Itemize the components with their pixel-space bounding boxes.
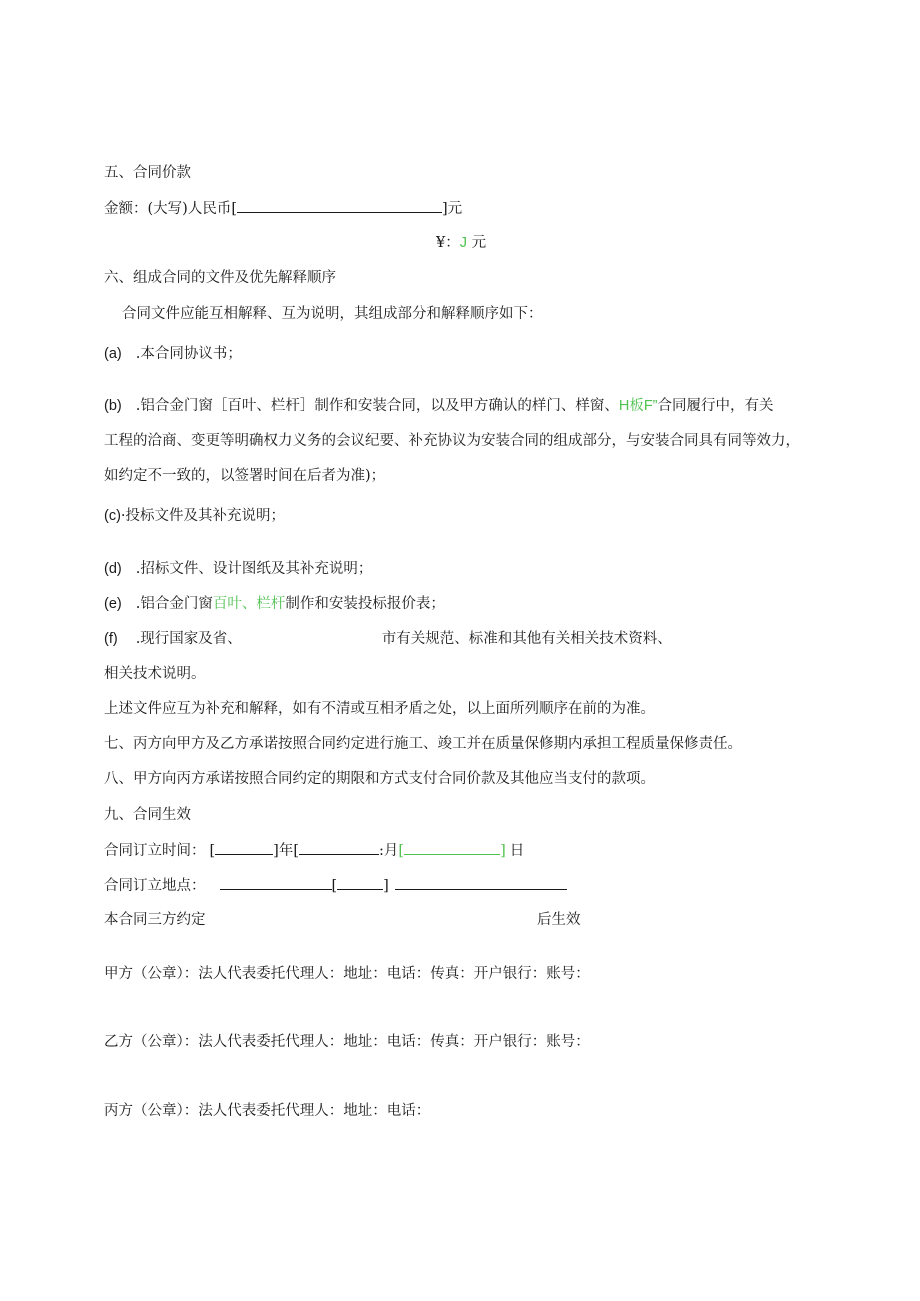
effective-left: 本合同三方约定 <box>104 912 206 928</box>
place-blank-left <box>220 875 332 890</box>
item-e <box>104 594 445 614</box>
year-bracket-close: ] <box>273 843 279 859</box>
section7-text: 七、丙方向甲方及乙方承诺按照合同约定进行施工、竣工并在质量保修期内承担工程质量保修责任。 <box>104 736 742 752</box>
item-b-line1 <box>104 396 774 416</box>
effective-right: 后生效 <box>537 912 581 928</box>
month-colon: : <box>379 843 384 859</box>
month-blank <box>299 840 379 855</box>
item-b-marker: (b) <box>104 398 122 414</box>
sign-time-label: 合同订立时间： <box>104 843 206 859</box>
item-f-text1: .现行国家及省、 <box>135 631 242 647</box>
section5-title: 五、合同价款 <box>104 165 191 181</box>
section8-text: 八、甲方向丙方承诺按照合同约定的期限和方式支付合同价款及其他应当支付的款项。 <box>104 771 655 787</box>
item-c-text: ·投标文件及其补充说明； <box>120 508 286 524</box>
item-d-marker: (d) <box>104 561 122 577</box>
yen-j: J <box>459 235 467 251</box>
section6-title: 六、组成合同的文件及优先解释顺序 <box>104 270 336 286</box>
day-label: 日 <box>509 843 525 859</box>
section6-intro: 合同文件应能互相解释、互为说明，其组成部分和解释顺序如下： <box>122 306 543 322</box>
place-blank-middle <box>337 875 383 890</box>
section9-title: 九、合同生效 <box>104 807 191 823</box>
party-a-signature: 甲方（公章）：法人代表委托代理人：地址：电话：传真：开户银行：账号： <box>104 966 590 982</box>
item-c <box>104 506 285 526</box>
year-bracket-open: [ <box>209 843 216 859</box>
item-f-line2: 相关技术说明。 <box>104 666 206 682</box>
place-bracket-close: ] <box>383 878 389 894</box>
sign-place-row <box>104 875 567 896</box>
year-blank <box>215 840 273 855</box>
yen-yuan: 元 <box>471 235 487 251</box>
item-b-text1: .铝合金门窗［百叶、栏杆］制作和安装合同，以及甲方确认的样门、样窗、 <box>135 398 619 414</box>
place-blank-right <box>395 875 567 890</box>
item-b-green: H板F” <box>618 398 658 414</box>
item-f-marker: (f) <box>104 631 118 647</box>
amount-bracket-open: [ <box>231 201 237 217</box>
party-c-signature: 丙方（公章）：法人代表委托代理人：地址：电话： <box>104 1103 431 1119</box>
amount-yuan: 元 <box>447 201 463 217</box>
item-b-text2: 合同履行中，有关 <box>657 398 774 414</box>
item-e-green: 百叶、栏杆 <box>212 596 286 612</box>
month-bracket-open: [ <box>293 843 300 859</box>
item-b-line2: 工程的洽商、变更等明确权力义务的会议纪要、补充协议为安装合同的组成部分，与安装合同具有同等效力， <box>104 433 800 449</box>
item-d <box>104 559 372 579</box>
item-a-marker: (a) <box>104 346 122 362</box>
item-e-text2: 制作和安装投标报价表； <box>285 596 445 612</box>
place-bracket-open: [ <box>331 878 338 894</box>
item-f-text2: 市有关规范、标准和其他有关相关技术资料、 <box>381 631 672 647</box>
item-a-text: .本合同协议书； <box>135 346 242 362</box>
day-bracket-close: ] <box>500 843 506 859</box>
amount-row <box>104 198 462 219</box>
yen-row <box>436 233 486 253</box>
year-label: 年 <box>278 843 294 859</box>
section6-closing: 上述文件应互为补充和解释，如有不清或互相矛盾之处，以上面所列顺序在前的为准。 <box>104 701 655 717</box>
day-bracket-open: [ <box>398 843 405 859</box>
sign-time-row <box>104 840 524 861</box>
amount-blank <box>237 198 442 213</box>
day-blank <box>404 840 500 855</box>
item-e-marker: (e) <box>104 596 122 612</box>
item-a <box>104 344 242 364</box>
party-b-signature: 乙方（公章）：法人代表委托代理人：地址：电话：传真：开户银行：账号： <box>104 1034 590 1050</box>
item-c-marker: (c) <box>104 508 121 524</box>
amount-bracket-close: ] <box>442 201 448 217</box>
yen-label: ¥： <box>436 235 460 251</box>
item-d-text: .招标文件、设计图纸及其补充说明； <box>135 561 373 577</box>
item-f <box>104 629 672 649</box>
item-e-text1: .铝合金门窗 <box>135 596 213 612</box>
month-label: 月 <box>383 843 399 859</box>
amount-label: 金额：(大写)人民币 <box>104 201 232 217</box>
sign-place-label: 合同订立地点： <box>104 878 206 894</box>
item-b-line3: 如约定不一致的，以签署时间在后者为准)； <box>104 468 386 484</box>
